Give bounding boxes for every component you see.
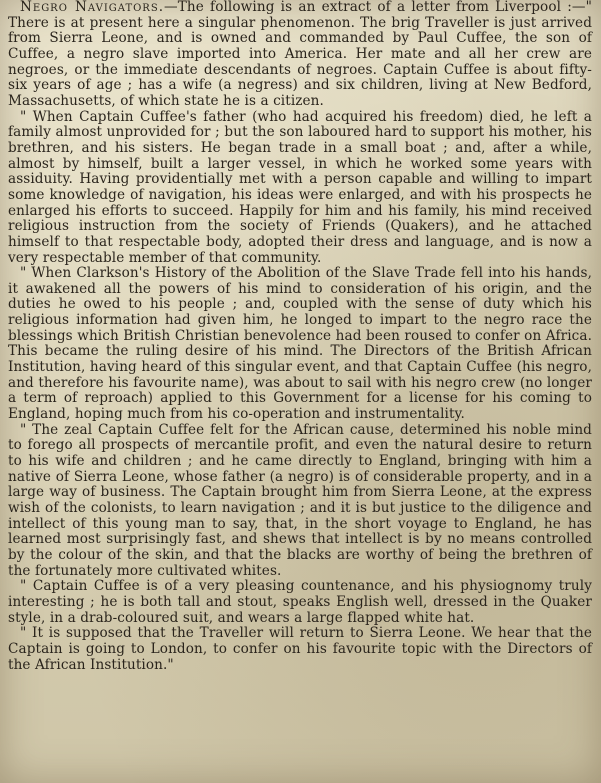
paragraph-5: " Captain Cuffee is of a very pleasing countenance, and his physiognomy truly interesting ; he is both tall and stout, speaks English well, dressed in the Quaker style, in a drab-coloured suit, and wears a large flapped white hat. bbox=[8, 578, 592, 626]
paragraph-3: " When Clarkson's History of the Abolition of the Slave Trade fell into his hands, it awakened all the powers of his mind to consideration of his origin, and the duties he owed to his people ; and, coupled with the sense of duty which his religious information had given him, he longed to impart to the negro race the blessings which British Christian benevolence had been roused to confer on Africa. This became the ruling desire of his mind. The Directors of the British African Institution, having heard of this singular event, and that Captain Cuffee (his negro, and therefore his favourite name), was about to sail with his negro crew (no longer a term of reproach) applied to this Government for a license for his coming to England, hoping much from his co-operation and instrumentality. bbox=[8, 265, 592, 423]
paragraph-1-text: —The following is an extract of a letter from Liverpool :—" There is at present here a singular phenomenon. The brig Traveller is just arrived from Sierra Leone, and is owned and commanded by Paul Cuffee, the son of Cuffee, a negro slave imported into America. Her mate and all her crew are negroes, or the immediate descendants of negroes. Captain Cuffee is about fifty-six years of age ; has a wife (a negress) and six children, living at New Bedford, Massachusetts, of which state he is a citizen. bbox=[8, 0, 592, 109]
article bbox=[8, 0, 592, 673]
paragraph-2: " When Captain Cuffee's father (who had acquired his freedom) died, he left a family almost unprovided for ; but the son laboured hard to support his mother, his brethren, and his sisters. He began trade in a small boat ; and, after a while, almost by himself, built a larger vessel, in which he worked some years with assiduity. Having providentially met with a person capable and willing to impart some knowledge of navigation, his ideas were enlarged, and with his prospects he enlarged his efforts to succeed. Happily for him and his family, his mind received religious instruction from the society of Friends (Quakers), and he attached himself to that respectable body, adopted their dress and language, and is now a very respectable member of that community. bbox=[8, 108, 592, 266]
paragraph-6: " It is supposed that the Traveller will return to Sierra Leone. We hear that the Captain is going to London, to confer on his favourite topic with the Directors of the African Institution." bbox=[8, 625, 592, 673]
paragraph-1 bbox=[8, 0, 592, 110]
paragraph-4: " The zeal Captain Cuffee felt for the African cause, determined his noble mind to forego all prospects of mercantile profit, and even the natural desire to return to his wife and children ; and he came directly to England, bringing with him a native of Sierra Leone, whose father (a negro) is of considerable property, and in a large way of business. The Captain brought him from Sierra Leone, at the express wish of the colonists, to learn navigation ; and it is but justice to the diligence and intellect of this young man to say, that, in the short voyage to England, he has learned most surprisingly fast, and shews that intellect is by no means controlled by the colour of the skin, and that the blacks are worthy of being the brethren of the fortunately more cultivated whites. bbox=[8, 421, 592, 579]
article-heading: Negro Navigators. bbox=[20, 0, 165, 15]
